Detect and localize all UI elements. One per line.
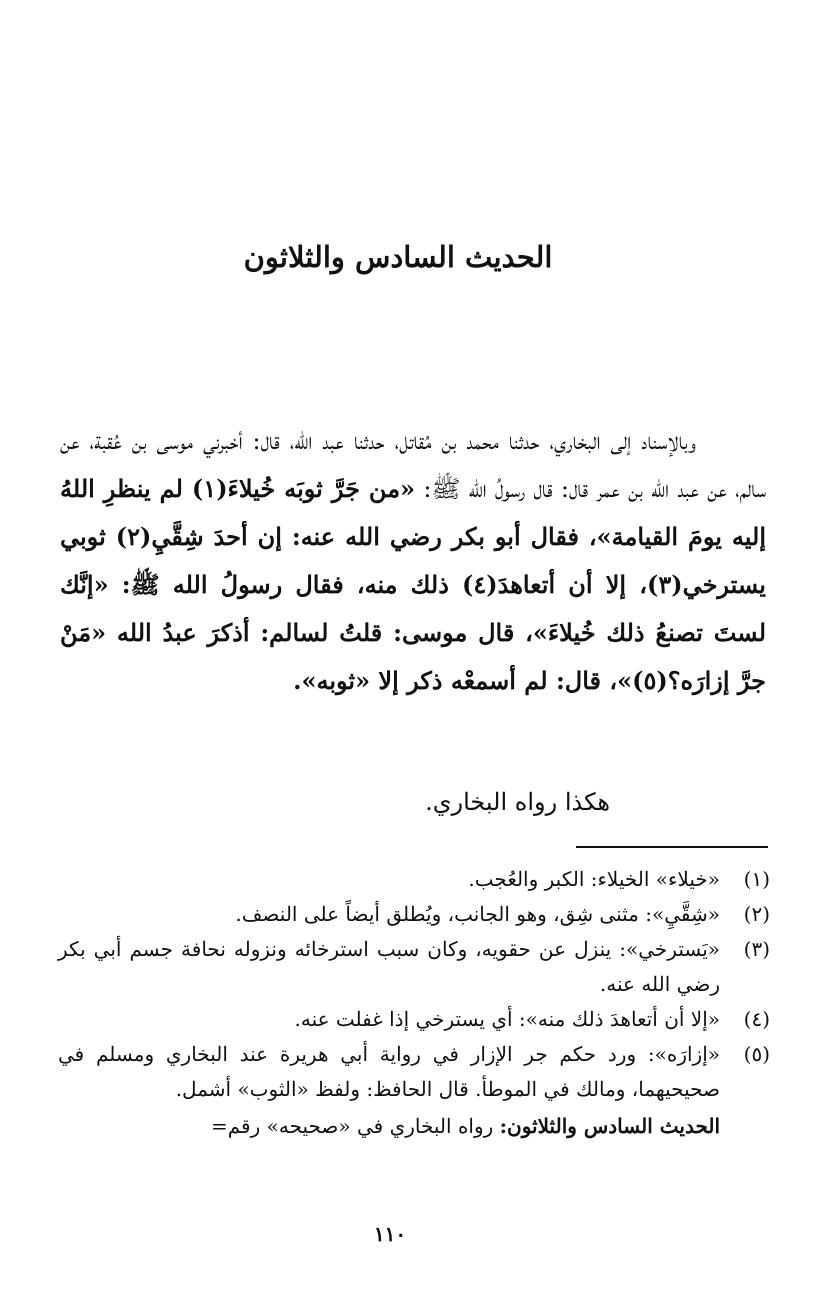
footnote-divider [576,846,768,848]
footnote-5 [58,1037,770,1107]
footnotes [58,862,770,1144]
footnote-text: «يَسترخي»: ينزل عن حقويه، وكان سبب استرخائه ونزوله نحافة جسم أبي بكر رضي الله عنه. [58,937,720,996]
chapter-title: الحديث السادس والثلاثون [243,240,553,274]
closing-line [60,780,700,824]
footnote-text: «خيلاء» الخيلاء: الكبر والعُجب. [468,867,720,891]
source-note-label: الحديث السادس والثلاثون: [499,1114,720,1138]
closing-text: هكذا رواه البخاري. [425,788,610,816]
hadith-text [60,418,766,705]
footnote-number: (٤) [743,1007,770,1031]
footnote-text: «إلا أن أتعاهدَ ذلك منه»: أي يسترخي إذا غفلت عنه. [294,1007,720,1031]
footnote-2 [58,897,770,932]
footnote-3 [58,932,770,1002]
footnote-number: (٣) [743,937,770,961]
footnote-4 [58,1002,770,1037]
footnote-number: (٢) [743,902,770,926]
footnote-number: (١) [743,867,770,891]
footnote-1 [58,862,770,897]
footnote-text: «إزارَه»: ورد حكم جر الإزار في رواية أبي هريرة عند البخاري ومسلم في صحيحيهما، ومالك في الموطأ. قال الحافظ: ولفظ «الثوب» أشمل. [58,1042,720,1101]
continuation-mark: = [210,1114,228,1138]
isnad-text: وبالإسناد إلى البخاري، حدثنا محمد بن مُقاتل، حدثنا عبد الله، قال: أخبرني موسى بن عُقبة، عن سالم، عن عبد الله بن عمر قال: قال رسولُ الله ﷺ: [60,427,767,503]
page-number: ١١٠ [373,1222,407,1246]
source-note-text: رواه البخاري في «صحيحه» رقم [227,1114,494,1138]
footnote-number: (٥) [743,1042,770,1066]
footnote-text: «شِقَّيِ»: مثنى شِق، وهو الجانب، ويُطلق أيضاً على النصف. [235,902,720,926]
source-note [58,1109,770,1144]
matn-text: «من جَرَّ ثوبَه خُيلاءَ(١) لم ينظرِ اللهُ إليه يومَ القيامة»، فقال أبو بكر رضي الله عنه: إن أحدَ شِقَّيِ(٢) ثوبي يسترخي(٣)، إلا أن أتعاهدَ(٤) ذلك منه، فقال رسولُ الله ﷺ: «إنَّك لستَ تصنعُ ذلك خُيلاءَ»، قال موسى: قلتُ لسالم: أذكرَ عبدُ الله «مَنْ جرَّ إزارَه؟(٥)»، قال: لم أسمعْه ذكر إلا «ثوبه». [60,474,767,695]
hadith-paragraph [60,418,766,705]
